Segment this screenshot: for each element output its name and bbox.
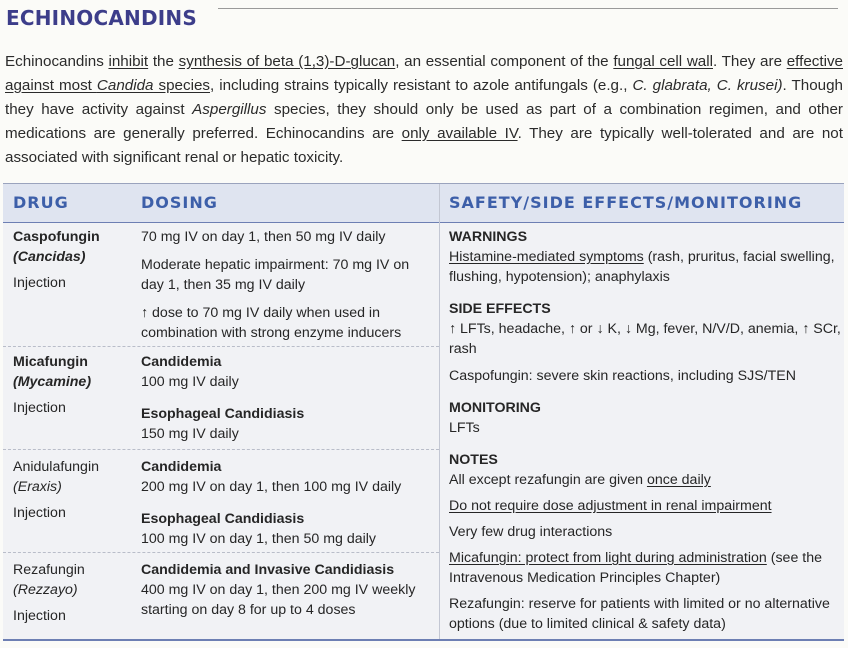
drug-cell-caspofungin xyxy=(13,227,135,293)
drug-brand: (Eraxis) xyxy=(13,479,62,495)
side-effects-caspofungin: Caspofungin: severe skin reactions, including SJS/TEN xyxy=(449,368,796,384)
notes-section xyxy=(449,450,841,634)
intro-text: species, they should only be used as part of a combination regimen, and other medications are generally preferred. Echinocandins are xyxy=(5,101,843,142)
header-dosing: DOSING xyxy=(141,193,218,212)
intro-text: . They are xyxy=(713,53,787,70)
warnings-title: WARNINGS xyxy=(449,229,528,245)
intro-underline: synthesis of beta (1,3)-D-glucan xyxy=(178,53,396,70)
drug-brand: (Rezzayo) xyxy=(13,582,78,598)
drug-brand: (Cancidas) xyxy=(13,249,86,265)
table-header xyxy=(3,184,844,223)
column-divider xyxy=(439,184,440,641)
drug-name: Micafungin xyxy=(13,354,88,370)
intro-underline-part: species xyxy=(153,77,210,94)
drug-form: Injection xyxy=(13,608,66,624)
dosing-line: 70 mg IV on day 1, then 50 mg IV daily xyxy=(141,229,386,245)
note-renal xyxy=(449,496,841,516)
dose-text: 100 mg IV daily xyxy=(141,374,239,390)
intro-italic: Candida xyxy=(96,77,154,94)
dose-text: 200 mg IV on day 1, then 100 mg IV daily xyxy=(141,479,402,495)
intro-paragraph xyxy=(5,50,843,170)
row-divider xyxy=(3,552,439,553)
drug-cell-micafungin xyxy=(13,352,135,418)
note-underline: once daily xyxy=(646,472,711,488)
drug-name: Caspofungin xyxy=(13,229,100,245)
intro-text: , an essential component of the xyxy=(395,53,614,70)
drug-form: Injection xyxy=(13,275,66,291)
indication: Candidemia and Invasive Candidiasis xyxy=(141,562,395,578)
note-underline: Do not require dose adjustment in renal impairment xyxy=(449,498,772,514)
warnings-section xyxy=(449,227,841,287)
drug-cell-anidulafungin xyxy=(13,457,135,523)
note-once-daily xyxy=(449,470,841,490)
dose-text: 400 mg IV on day 1, then 200 mg IV weekly starting on day 8 for up to 4 doses xyxy=(141,582,416,618)
safety-column xyxy=(449,227,841,640)
note-text: (see the Intravenous Medication Principles Chapter) xyxy=(449,550,823,586)
note-micafungin-light xyxy=(449,548,841,588)
title-rule xyxy=(218,8,838,9)
note-interactions: Very few drug interactions xyxy=(449,524,613,540)
indication: Candidemia xyxy=(141,459,222,475)
note-underline: Micafungin: protect from light during administration xyxy=(449,550,767,566)
dosing-cell-anidulafungin xyxy=(141,457,433,549)
intro-italic: C. glabrata, C. krusei) xyxy=(632,77,783,94)
intro-text: . They are typically well-tolerated and are not associated with significant renal or hepatic toxicity. xyxy=(5,125,843,166)
drug-name: Rezafungin xyxy=(13,562,85,578)
intro-text: , including strains typically resistant to azole antifungals (e.g., xyxy=(210,77,633,94)
monitoring-text: LFTs xyxy=(449,420,480,436)
monitoring-section xyxy=(449,398,841,438)
table-bottom-rule xyxy=(3,639,844,641)
drug-brand: (Mycamine) xyxy=(13,374,92,390)
indication: Candidemia xyxy=(141,354,222,370)
intro-underline: fungal cell wall xyxy=(613,53,713,70)
row-divider xyxy=(3,449,439,450)
header-safety: SAFETY/SIDE EFFECTS/MONITORING xyxy=(449,193,803,212)
intro-underline: inhibit xyxy=(108,53,149,70)
indication: Esophageal Candidiasis xyxy=(141,406,305,422)
drug-form: Injection xyxy=(13,505,66,521)
row-divider xyxy=(3,346,439,347)
notes-title: NOTES xyxy=(449,452,498,468)
drug-cell-rezafungin xyxy=(13,560,135,626)
dosing-line: ↑ dose to 70 mg IV daily when used in combination with strong enzyme inducers xyxy=(141,305,402,341)
monitoring-title: MONITORING xyxy=(449,400,541,416)
intro-italic: Aspergillus xyxy=(192,101,267,118)
intro-underline-part: effective against most xyxy=(5,53,843,94)
intro-text: Echinocandins xyxy=(5,53,109,70)
warnings-text xyxy=(449,247,841,287)
side-effects-section xyxy=(449,299,841,386)
warnings-rest: (rash, pruritus, facial swelling, flushing, hypotension); anaphylaxis xyxy=(449,249,835,285)
drug-name: Anidulafungin xyxy=(13,459,99,475)
intro-text: the xyxy=(148,53,179,70)
note-text: All except rezafungin are given xyxy=(449,472,647,488)
dosing-line: Moderate hepatic impairment: 70 mg IV on day 1, then 35 mg IV daily xyxy=(141,257,410,293)
dosing-cell-caspofungin xyxy=(141,227,433,351)
dosing-cell-micafungin xyxy=(141,352,433,444)
page-title: ECHINOCANDINS xyxy=(6,6,197,30)
drug-table xyxy=(3,183,844,641)
header-drug: DRUG xyxy=(13,193,69,212)
warnings-underline: Histamine-mediated symptoms xyxy=(449,249,644,265)
dose-text: 100 mg IV on day 1, then 50 mg daily xyxy=(141,531,377,547)
side-effects-title: SIDE EFFECTS xyxy=(449,301,551,317)
drug-form: Injection xyxy=(13,400,66,416)
dosing-cell-rezafungin xyxy=(141,560,433,620)
dose-text: 150 mg IV daily xyxy=(141,426,239,442)
intro-text: . Though they have activity against xyxy=(5,77,843,118)
intro-underline: only available IV xyxy=(401,125,518,142)
side-effects-text: ↑ LFTs, headache, ↑ or ↓ K, ↓ Mg, fever, N/V/D, anemia, ↑ SCr, rash xyxy=(449,321,841,357)
note-rezafungin: Rezafungin: reserve for patients with limited or no alternative options (due to limited clinical & safety data) xyxy=(449,596,830,632)
indication: Esophageal Candidiasis xyxy=(141,511,305,527)
